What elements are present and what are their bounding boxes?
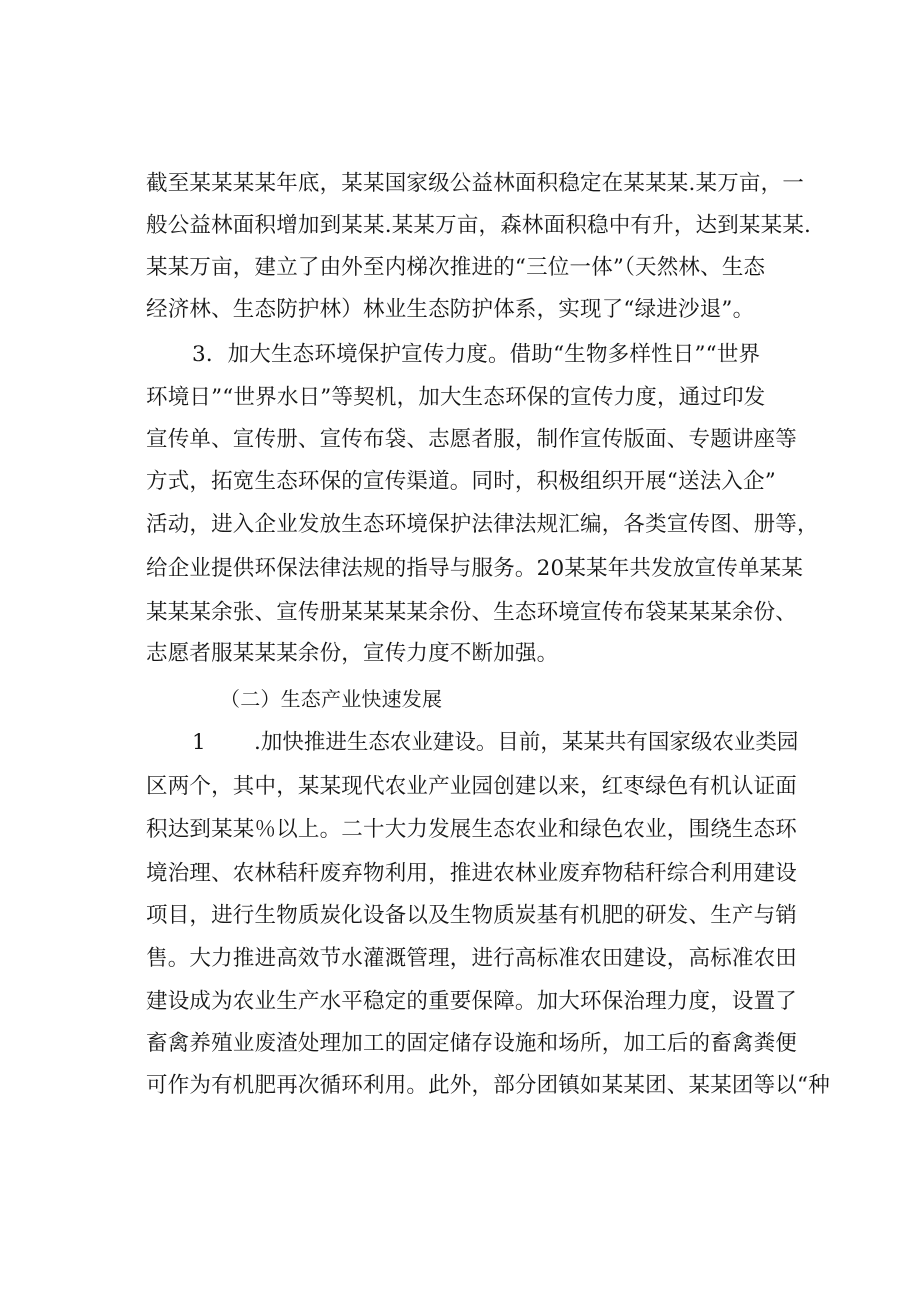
paragraph-line: 活动，进入企业发放生态环境保护法律法规汇编，各类宣传图、册等， [146,512,819,537]
paragraph-line: 经济林、生态防护林）林业生态防护体系，实现了“绿进沙退”。 [146,297,755,322]
paragraph-line: 给企业提供环保法律法规的指导与服务。20某某年共发放宣传单某某 [146,556,804,581]
paragraph-line: 境治理、农林秸秆废弃物利用，推进农林业废弃物秸秆综合利用建设 [146,861,798,886]
paragraph-line: .加快推进生态农业建设。目前，某某共有国家级农业类园 [254,730,799,755]
section-heading: （二）生态产业快速发展 [220,687,443,711]
paragraph-line: 区两个，其中，某某现代农业产业园创建以来，红枣绿色有机认证面 [146,774,798,799]
paragraph-line: 截至某某某某年底，某某国家级公益林面积稳定在某某某.某万亩，一 [146,171,805,196]
paragraph-line: 方式，拓宽生态环保的宣传渠道。同时，积极组织开展“送法入企” [146,469,776,494]
paragraph-line: 售。大力推进高效节水灌溉管理，进行高标准农田建设，高标准农田 [146,946,798,971]
paragraph-line: 宣传单、宣传册、宣传布袋、志愿者服，制作宣传版面、专题讲座等 [146,427,798,452]
paragraph-line: 某某某余张、宣传册某某某某余份、生态环境宣传布袋某某某余份、 [146,600,798,625]
paragraph-line: 可作为有机肥再次循环利用。此外，部分团镇如某某团、某某团等以“种 [146,1073,830,1098]
paragraph-line: 环境日”“世界水日”等契机，加大生态环保的宣传力度，通过印发 [146,385,766,410]
paragraph-line: 般公益林面积增加到某某.某某万亩，森林面积稳中有升，达到某某某. [146,213,812,238]
paragraph-line: 某某万亩，建立了由外至内梯次推进的“三位一体”（天然林、生态 [146,255,766,280]
paragraph-line: 3．加大生态环境保护宣传力度。借助“生物多样性日”“世界 [192,342,761,367]
list-number: 1 [192,730,206,755]
paragraph-line: 畜禽养殖业废渣处理加工的固定储存设施和场所，加工后的畜禽粪便 [146,1031,798,1056]
paragraph-line: 项目，进行生物质炭化设备以及生物质炭基有机肥的研发、生产与销 [146,903,798,928]
paragraph-line: 志愿者服某某某余份，宣传力度不断加强。 [146,641,559,666]
paragraph-line: 建设成为农业生产水平稳定的重要保障。加大环保治理力度，设置了 [146,989,798,1014]
paragraph-line: 积达到某某％以上。二十大力发展生态农业和绿色农业，围绕生态环 [146,817,798,842]
